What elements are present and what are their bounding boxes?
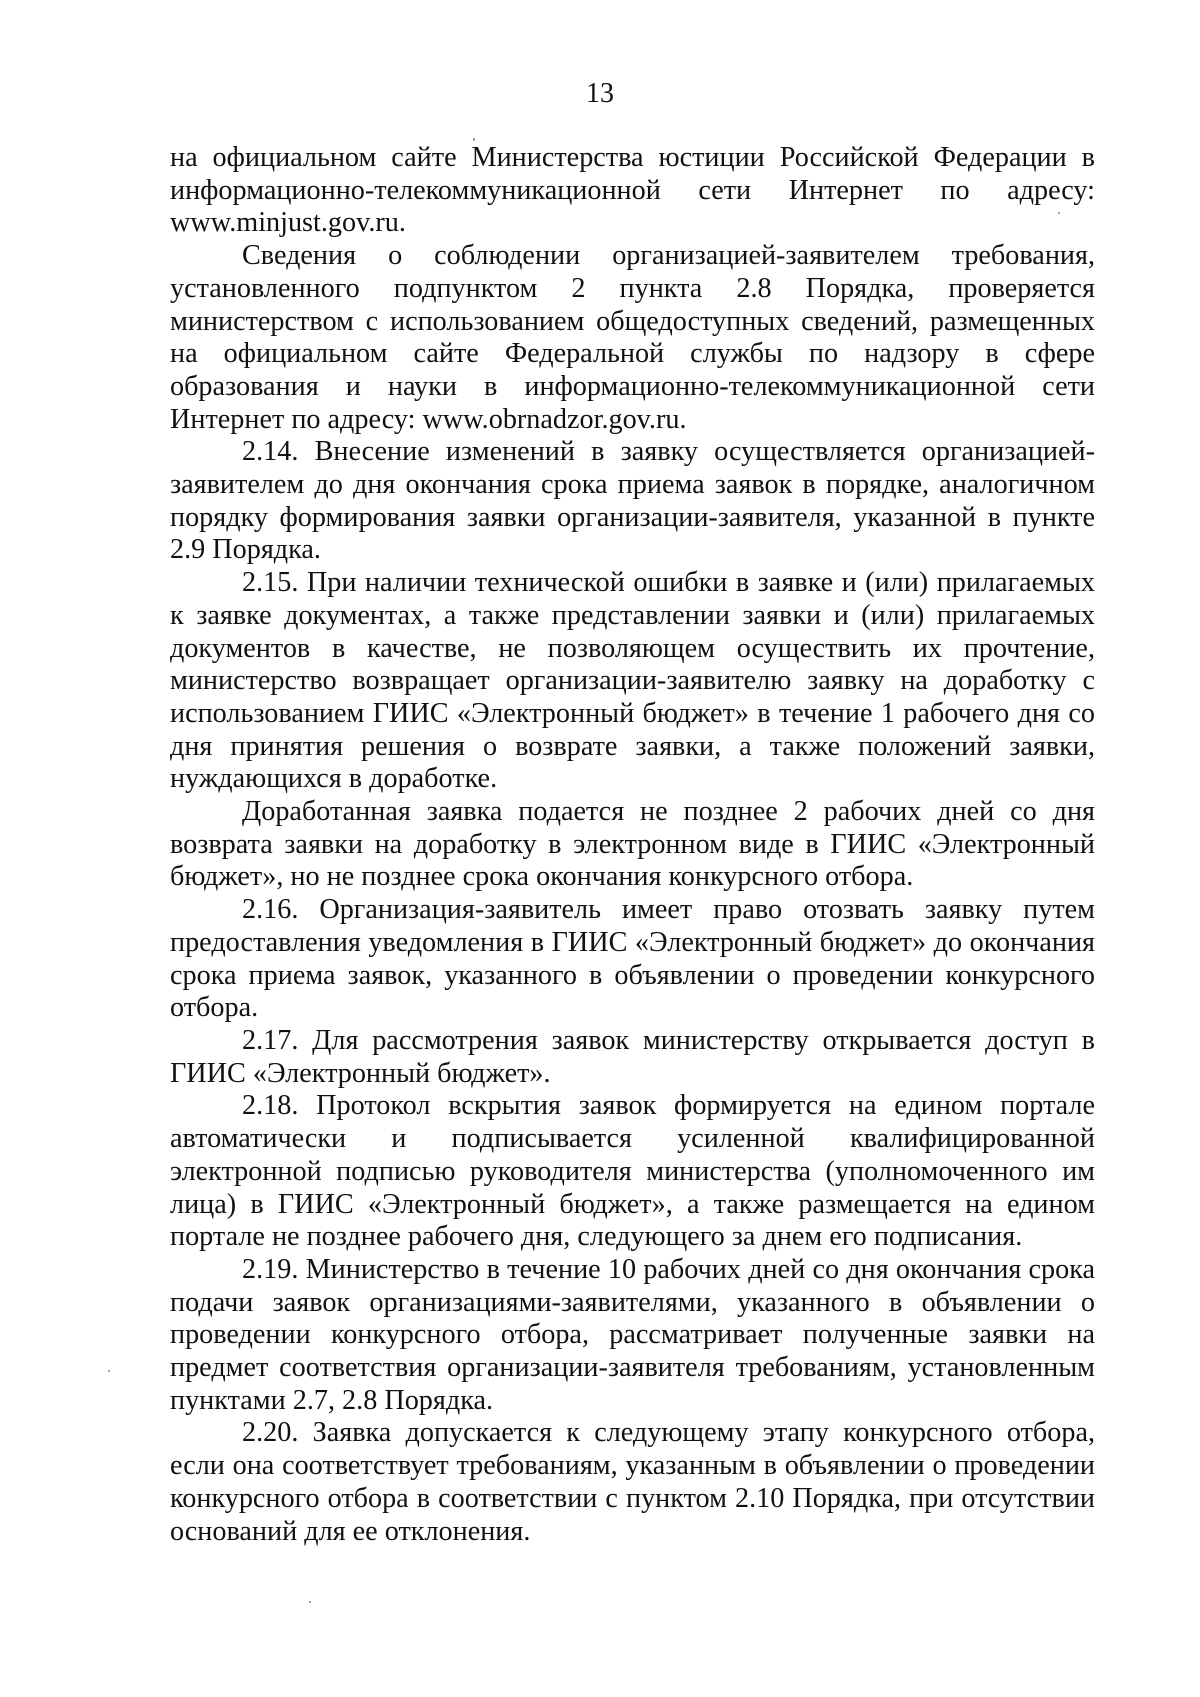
scan-speck — [473, 138, 475, 141]
paragraph: 2.14. Внесение изменений в заявку осуществляется организацией-заявителем до дня окончания срока приема заявок в порядке, аналогичном порядку формирования заявки организации-заявителя, указанной в пункте 2.9 Порядка. — [170, 436, 1095, 566]
paragraph: 2.18. Протокол вскрытия заявок формируется на едином портале автоматически и подписывается усиленной квалифицированной электронной подписью руководителя министерства (уполномоченного им лица) в ГИИС «Электронный бюджет», а также размещается на едином портале не позднее рабочего дня, следующего за днем его подписания. — [170, 1090, 1095, 1253]
scan-speck — [108, 1370, 110, 1372]
paragraph: 2.19. Министерство в течение 10 рабочих дней со дня окончания срока подачи заявок организациями-заявителями, указанного в объявлении о проведении конкурсного отбора, рассматривает полученные заявки на предмет соответствия организации-заявителя требованиям, установленным пунктами 2.7, 2.8 Порядка. — [170, 1253, 1095, 1416]
page-number: 13 — [586, 78, 614, 109]
paragraph: Сведения о соблюдении организацией-заявителем требования, установленного подпунктом 2 пункта 2.8 Порядка, проверяется министерством с использованием общедоступных сведений, размещенных на официальном сайте Федеральной службы по надзору в сфере образования и науки в информационно-телекоммуникационной сети Интернет по адресу: www.obrnadzor.gov.ru. — [170, 240, 1095, 435]
paragraph: 2.20. Заявка допускается к следующему этапу конкурсного отбора, если она соответствует требованиям, указанным в объявлении о проведении конкурсного отбора в соответствии с пунктом 2.10 Порядка, при отсутствии оснований для ее отклонения. — [170, 1417, 1095, 1547]
paragraph: 2.17. Для рассмотрения заявок министерству открывается доступ в ГИИС «Электронный бюджет». — [170, 1024, 1095, 1089]
paragraph: 2.15. При наличии технической ошибки в заявке и (или) прилагаемых к заявке документах, а также представлении заявки и (или) прилагаемых документов в качестве, не позволяющем осуществить их прочтение, министерство возвращает организации-заявителю заявку на доработку с использованием ГИИС «Электронный бюджет» в течение 1 рабочего дня со дня принятия решения о возврате заявки, а также положений заявки, нуждающихся в доработке. — [170, 567, 1095, 795]
paragraph: Доработанная заявка подается не позднее 2 рабочих дней со дня возврата заявки на доработку в электронном виде в ГИИС «Электронный бюджет», но не позднее срока окончания конкурсного отбора. — [170, 796, 1095, 893]
paragraph: 2.16. Организация-заявитель имеет право отозвать заявку путем предоставления уведомления в ГИИС «Электронный бюджет» до окончания срока приема заявок, указанного в объявлении о проведении конкурсного отбора. — [170, 894, 1095, 1024]
paragraph: на официальном сайте Министерства юстиции Российской Федерации в информационно-телекоммуникационной сети Интернет по адресу: www.minjust.gov.ru. — [170, 142, 1095, 239]
document-body — [170, 142, 1095, 1548]
scan-speck — [309, 1601, 311, 1603]
scan-speck — [1058, 212, 1060, 214]
